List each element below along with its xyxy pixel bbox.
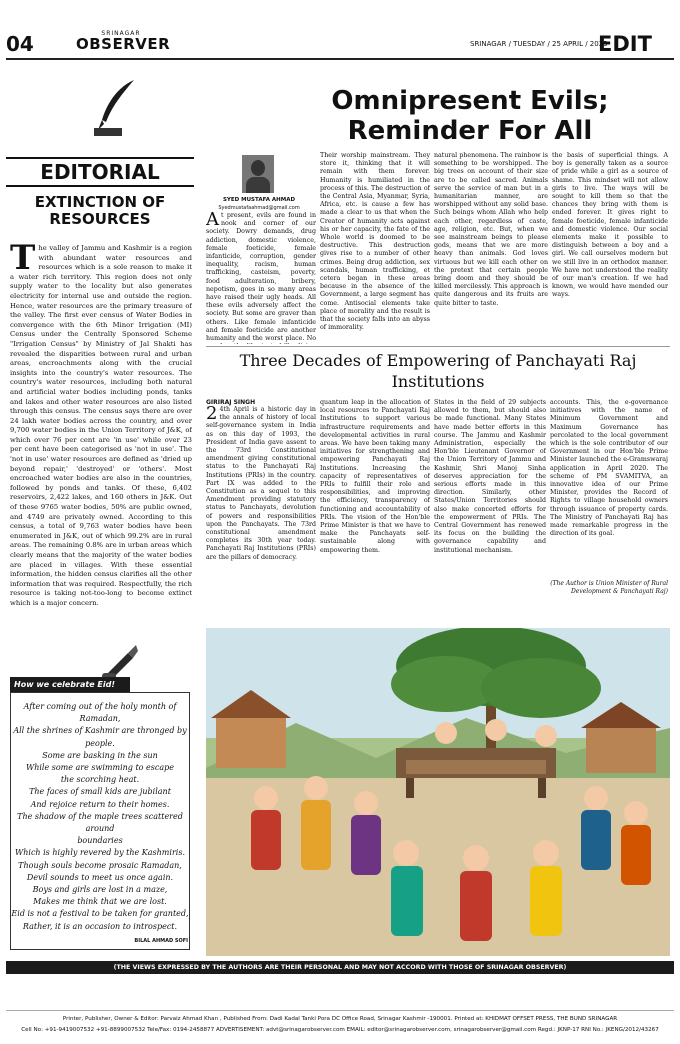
masthead-rule bbox=[6, 58, 674, 60]
poem-line: Eid is not a festival to be taken for granted, bbox=[11, 909, 189, 919]
page-number: 04 bbox=[6, 32, 34, 56]
poem-line: And rejoice return to their homes. bbox=[30, 799, 170, 809]
newspaper-logo bbox=[76, 30, 171, 53]
panchayat-byline: GIRIRAJ SINGH bbox=[206, 399, 256, 406]
poem-box bbox=[10, 692, 190, 950]
footer-rule bbox=[6, 1010, 674, 1011]
poem-line: Boys and girls are lost in a maze, bbox=[32, 885, 168, 895]
contact-line: Cell No: +91-9419007532 +91-8899007532 Tele/Fax: 0194-2458877 ADVERTISEMENT: advt@srinagarobserver.com EMAIL: editor@srinagarobserver.com, srinagarobserver@gmail.com Regd.: JKNP-17 RNI No.: JKENG/2012/43267 bbox=[21, 1027, 659, 1033]
feature-drop-cap: A bbox=[206, 212, 219, 230]
panchayat-headline: Three Decades of Empowering of Panchayati Raj Institutions bbox=[239, 351, 637, 391]
poem-line: The shadow of the maple trees scattered around bbox=[17, 811, 183, 834]
dateline: SRINAGAR / TUESDAY / 25 APRIL / 2023 bbox=[470, 40, 608, 48]
logo-big-text: OBSERVER bbox=[76, 35, 171, 53]
feature-author-email: Syedmustafaahmad@gmail.com bbox=[218, 205, 300, 211]
poem-line: Makes me think that we are lost. bbox=[33, 897, 167, 907]
poem-line: Some are basking in the sun bbox=[42, 750, 158, 760]
poem-line: All the shrines of Kashmir are thronged by people. bbox=[13, 726, 187, 748]
quill-icon bbox=[90, 78, 140, 138]
section-name: EDIT bbox=[598, 32, 652, 56]
panchayat-drop-cap: 2 bbox=[206, 406, 218, 424]
editorial-body bbox=[10, 244, 192, 624]
poem-line: Which is highly revered by the Kashmiris. bbox=[15, 848, 185, 858]
panchayat-author-note: (The Author is Union Minister of Rural Development & Panchayati Raj) bbox=[550, 580, 668, 595]
editorial-drop-cap: T bbox=[10, 244, 36, 278]
logo-small-text: SRINAGAR bbox=[101, 30, 141, 37]
feature-column-3: natural phenomena. The rainbow is something to be worshipped. The big trees on account of their size are to be called sacred. Animals serve the service of man but in a humanitarian manner, are worshipped without any solid base. Such beings whom Allah who help each other, regardless of caste, age, religion, etc. But, when we see mainstream beings to please gods, means that we are more heavy than animals. God loves virtuous but we kill each other on the pretext that certain people bring doom and they should be killed mercilessly. This approach is quite dangerous and its fruits are quite bitter to taste. bbox=[434, 152, 548, 307]
poem-title: How we celebrate Eid! bbox=[10, 677, 130, 692]
poem-line: Devil sounds to meet us once again. bbox=[26, 872, 174, 882]
feature-col1-text: t present, evils are found in nook and corner of our society. Dowry demands, drug addiction, domestic violence, female foeticide, female infanticide, corruption, gender inequality, racism, human trafficking, casteism, poverty, food adulteration, bribery, nepotism, goes in so many areas have raised their ugly heads. All these evils adversely affect the society. But some are graver than others. Like female infanticide and female foeticide are another humanity and the worst place. No bbox=[206, 212, 316, 343]
poem-line: Though souls become prosaic Ramadan, bbox=[18, 860, 182, 870]
panchayat-column-3: States in the field of 29 subjects allowed to them, but should also be made functional. Many States have made better efforts in this course. The Jammu and Kashmir Administration, especially the Hon'ble Lieutenant Governor of the Union Territory of Jammu and Kashmir, Shri Manoj Sinha deserves appreciation for the serious efforts made in this direction. Similarly, other States/Union Territories should also make concerted efforts for the empowerment of PRIs. The Central Government has renewed its focus on the building the governance capability and institutional mechanism. bbox=[434, 399, 546, 554]
poem-line: The faces of small kids are jubilant bbox=[29, 787, 171, 797]
poem-line: While some are swimming to escape bbox=[25, 763, 174, 773]
panchayat-col1-text: 4th April is a historic day in the annals of history of local self-governance system in India as on this day of 1993, the President of India gave assent to the 73rd Constitutional amendment giving constitutional status to the Panchayati Raj Institutions (PRIs) in the country. Part IX was added to the Constitution as a sequel to this Amendment providing statutory status to Panchayats, devolution of powers and responsibilities upon the Panchayats. The 73rd constitutional amendment completes its 30th year today. Panchayati Raj Institutions (PRIs) are the pillars of democracy. bbox=[206, 406, 316, 561]
feature-column-4: the basis of superficial things. A boy is generally taken as a source of pride while a girl as a source of shame. This mindset will not allow girls to live. The ways will be sought to kill them so that the chances they bring with them is ended forever. It gives right to female foeticide, female infanticide and domestic violence. Our social elements make it possible to distinguish between a boy and a girl. We call ourselves modern but we still live in an orthodox manner. We have not understood the reality of our man's creation. If we had known, we would have mended our ways. bbox=[552, 152, 668, 299]
section-divider bbox=[206, 346, 670, 347]
panchayat-column-4: accounts. This, the e-governance initiatives with the name of Minimum Government and Maximum Governance has percolated to the local government which is the sole contributor of our Government in our Hon'ble Prime Minister launched the e-Gramswaraj application in April 2020. The scheme of PM SVAMITVA, an innovative idea of our Prime Minister, provides the Record of Rights to village household owners through issuance of property cards. The Ministry of Panchayati Raj has made remarkable progress in the direction of its goal. bbox=[550, 399, 668, 538]
editorial-headline: EXTINCTION OF RESOURCES bbox=[34, 193, 166, 228]
poem-line: Rather, it is an occasion to introspect. bbox=[22, 921, 178, 931]
editorial-text: he valley of Jammu and Kashmir is a region with abundant water resources and resources which is a sole reason to make it a water rich territory. This region does not only supply water to the locality but also generates electricity for internal use and outside the region. Hence, water resources are the primary treasure of the valley. The first ever census of Water Bodies in convergence with the 6th Minor Irrigation (MI) Census under the Centrally Sponsored Scheme "Irrigation Census" by Ministry of Jal Shakti has revealed the disparities between rural and urban areas, encroachments along with the crucial insights into the country's water resources. The country's water resources, including both natural and artificial water bodies including ponds, tanks and lakes and other water resources are also listed through this census. The census says there are over 24 lakh water bodies across the country, and over 9,700 water bodies in the Union Territory of J&K, of which over 76 per cent are 'in use' while over 23 per cent have been categorised as 'not in use'. The 'not in use' water resources are defined as 'dried up beyond repair,' 'destroyed' or 'others'. Most encroached water bodies are also in the countries, followed by ponds and tanks. Of these, 6,402 reservoirs, 2,422 lakes, and 160 others in J&K. Out of these 9765 water bodies, 50% are public owned, and 4749 are privately owned. According to this census, a total of 9,763 water bodies have been enumerated in J&K, out of which 99.2% are in rural areas. The remaining 0.8% are in urban areas which clearly means that the majority of the water bodies are placed in villages. With these essential information, the hidden census clarifies all the other information that was required. Respectfully, the rich resource is taking not-too-long to become extinct which is a major concern. bbox=[10, 244, 192, 607]
editorial-label: EDITORIAL bbox=[6, 157, 194, 187]
village-meeting-illustration bbox=[206, 628, 670, 956]
feature-column-1 bbox=[206, 212, 316, 344]
panchayat-column-1 bbox=[206, 406, 316, 626]
poem-line: After coming out of the holy month of Ramadan, bbox=[23, 702, 177, 724]
poem-author: BILAL AHMAD SOFI bbox=[134, 938, 188, 944]
panchayat-column-2: quantum leap in the allocation of local resources to Panchayati Raj Institutions to support various infrastructure requirements and developmental activities in rural areas. We have been taking many initiatives for strengthening and empowering Panchayati Raj Institutions. Increasing the capacity of representatives of PRIs to fulfill their role and responsibilities, and improving the efficiency, transparency of functioning and accountability of PRIs. The vision of the Hon'ble Prime Minister is that we have to make the Panchayats self-sustainable along with empowering them. bbox=[320, 399, 430, 554]
feature-column-2: Their worship mainstream. They store it, thinking that it will remain with them forever. Humanity is humiliated in the process of this. The destruction of the Central Asia, Myanmar, Syria, Africa, etc. is cause a few has made a clear to us that when the Creator of humanity acts against his or her capacity, the fate of the Whole world is doomed to be destructive. This destruction gives rise to a number of other crimes. Being drug addiction, sex scandals, human trafficking, et cetera began in these areas because in the absence of the Government, a large segment has come. Antisocial elements take place of morality and the result is that the society falls into an abyss of immorality. bbox=[320, 152, 430, 332]
poem-line: the scorching heat. bbox=[60, 775, 140, 785]
feature-author-name: SYED MUSTAFA AHMAD bbox=[222, 197, 296, 203]
poem-line: boundaries bbox=[77, 836, 123, 846]
author-photo bbox=[242, 155, 274, 193]
feature-headline: Omnipresent Evils; Reminder For All bbox=[331, 86, 609, 146]
imprint-line: Printer, Publisher, Owner & Editor: Parvaiz Ahmad Khan , Published From: Dadi Kadal Tanki Pora DC Office Road, Srinagar Kashmir -190001. Printed at: KHIDMAT OFFSET PRESS, THE BUND SRINAGAR bbox=[62, 1016, 618, 1022]
disclaimer-band: (THE VIEWS EXPRESSED BY THE AUTHORS ARE THEIR PERSONAL AND MAY NOT ACCORD WITH THOSE OF SRINAGAR OBSERVER) bbox=[6, 961, 674, 974]
